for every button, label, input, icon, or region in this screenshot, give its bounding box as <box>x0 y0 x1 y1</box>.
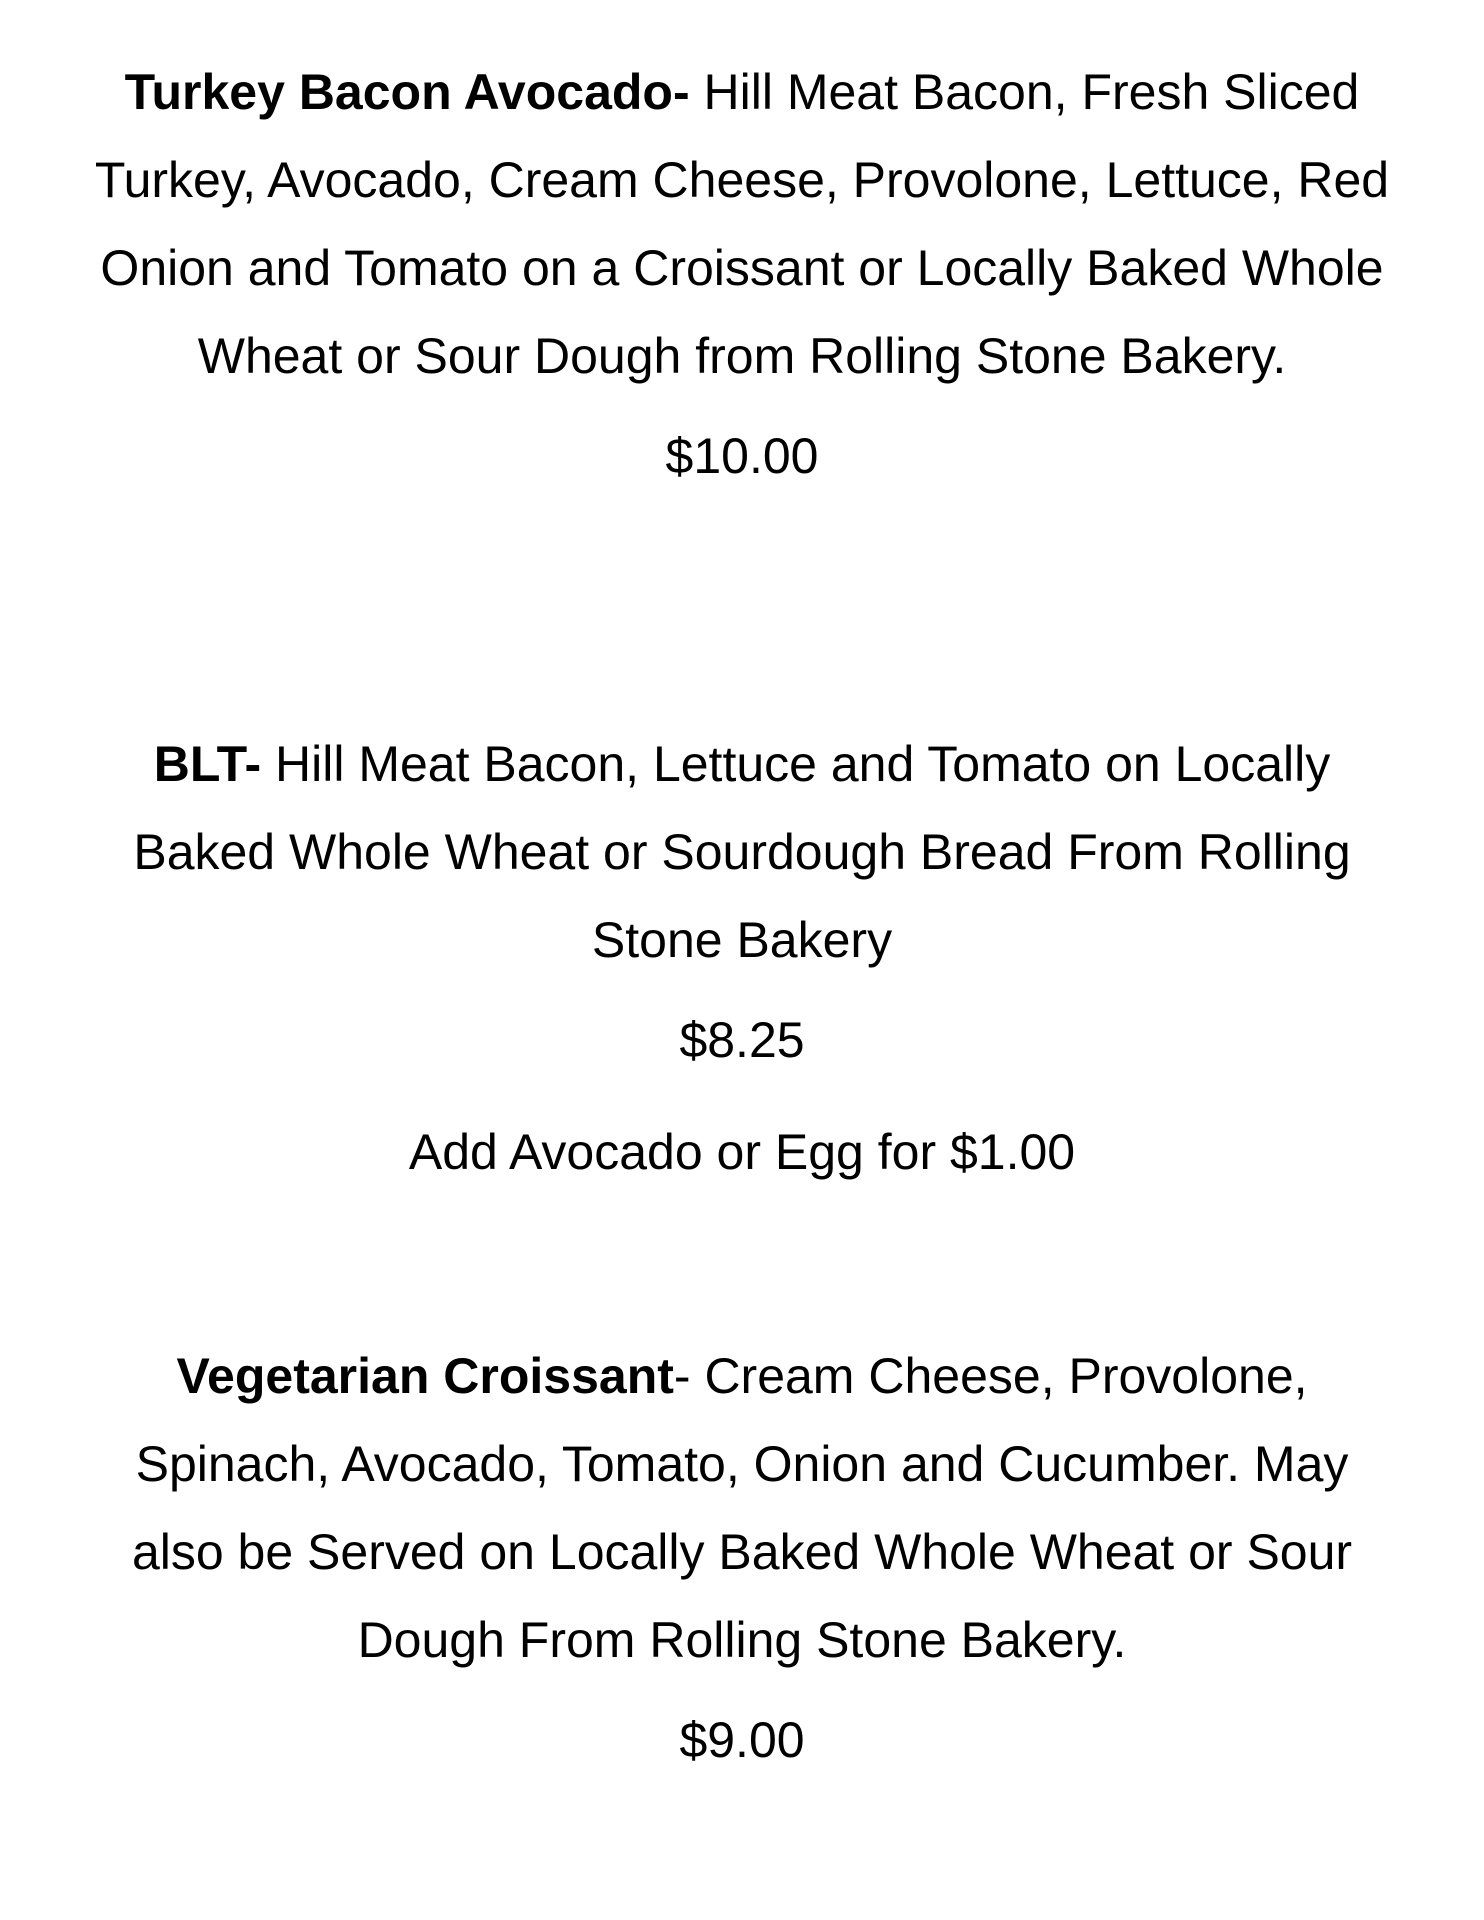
menu-item-separator: - <box>672 64 704 120</box>
menu-item-turkey-bacon-avocado <box>0 48 1484 486</box>
menu-item-price: $10.00 <box>665 428 819 484</box>
menu-item-description-block <box>92 48 1392 400</box>
menu-item-price: $9.00 <box>679 1712 805 1768</box>
menu-item-addon: Add Avocado or Egg for $1.00 <box>408 1124 1076 1180</box>
menu-item-description-block <box>92 1332 1392 1684</box>
menu-item-name: BLT <box>153 736 245 792</box>
menu-item-vegetarian-croissant <box>0 1332 1484 1770</box>
menu-item-separator: - <box>673 1348 705 1404</box>
menu-item-price: $8.25 <box>679 1012 805 1068</box>
menu-item-description-block <box>92 720 1392 984</box>
menu-item-name: Turkey Bacon Avocado <box>124 64 673 120</box>
menu-item-description: Hill Meat Bacon, Fresh Sliced Turkey, Avocado, Cream Cheese, Provolone, Lettuce, Red Onion and Tomato on a Croissant or Locally Baked Whole Wheat or Sour Dough from Rolling Stone Bakery. <box>94 64 1390 384</box>
menu-item-separator: - <box>244 736 276 792</box>
menu-item-description: Hill Meat Bacon, Lettuce and Tomato on Locally Baked Whole Wheat or Sourdough Bread From Rolling Stone Bakery <box>133 736 1351 968</box>
menu-item-description: Cream Cheese, Provolone, Spinach, Avocado, Tomato, Onion and Cucumber. May also be Served on Locally Baked Whole Wheat or Sour Dough From Rolling Stone Bakery. <box>131 1348 1353 1668</box>
menu-item-blt <box>0 720 1484 1182</box>
menu-item-name: Vegetarian Croissant <box>176 1348 674 1404</box>
